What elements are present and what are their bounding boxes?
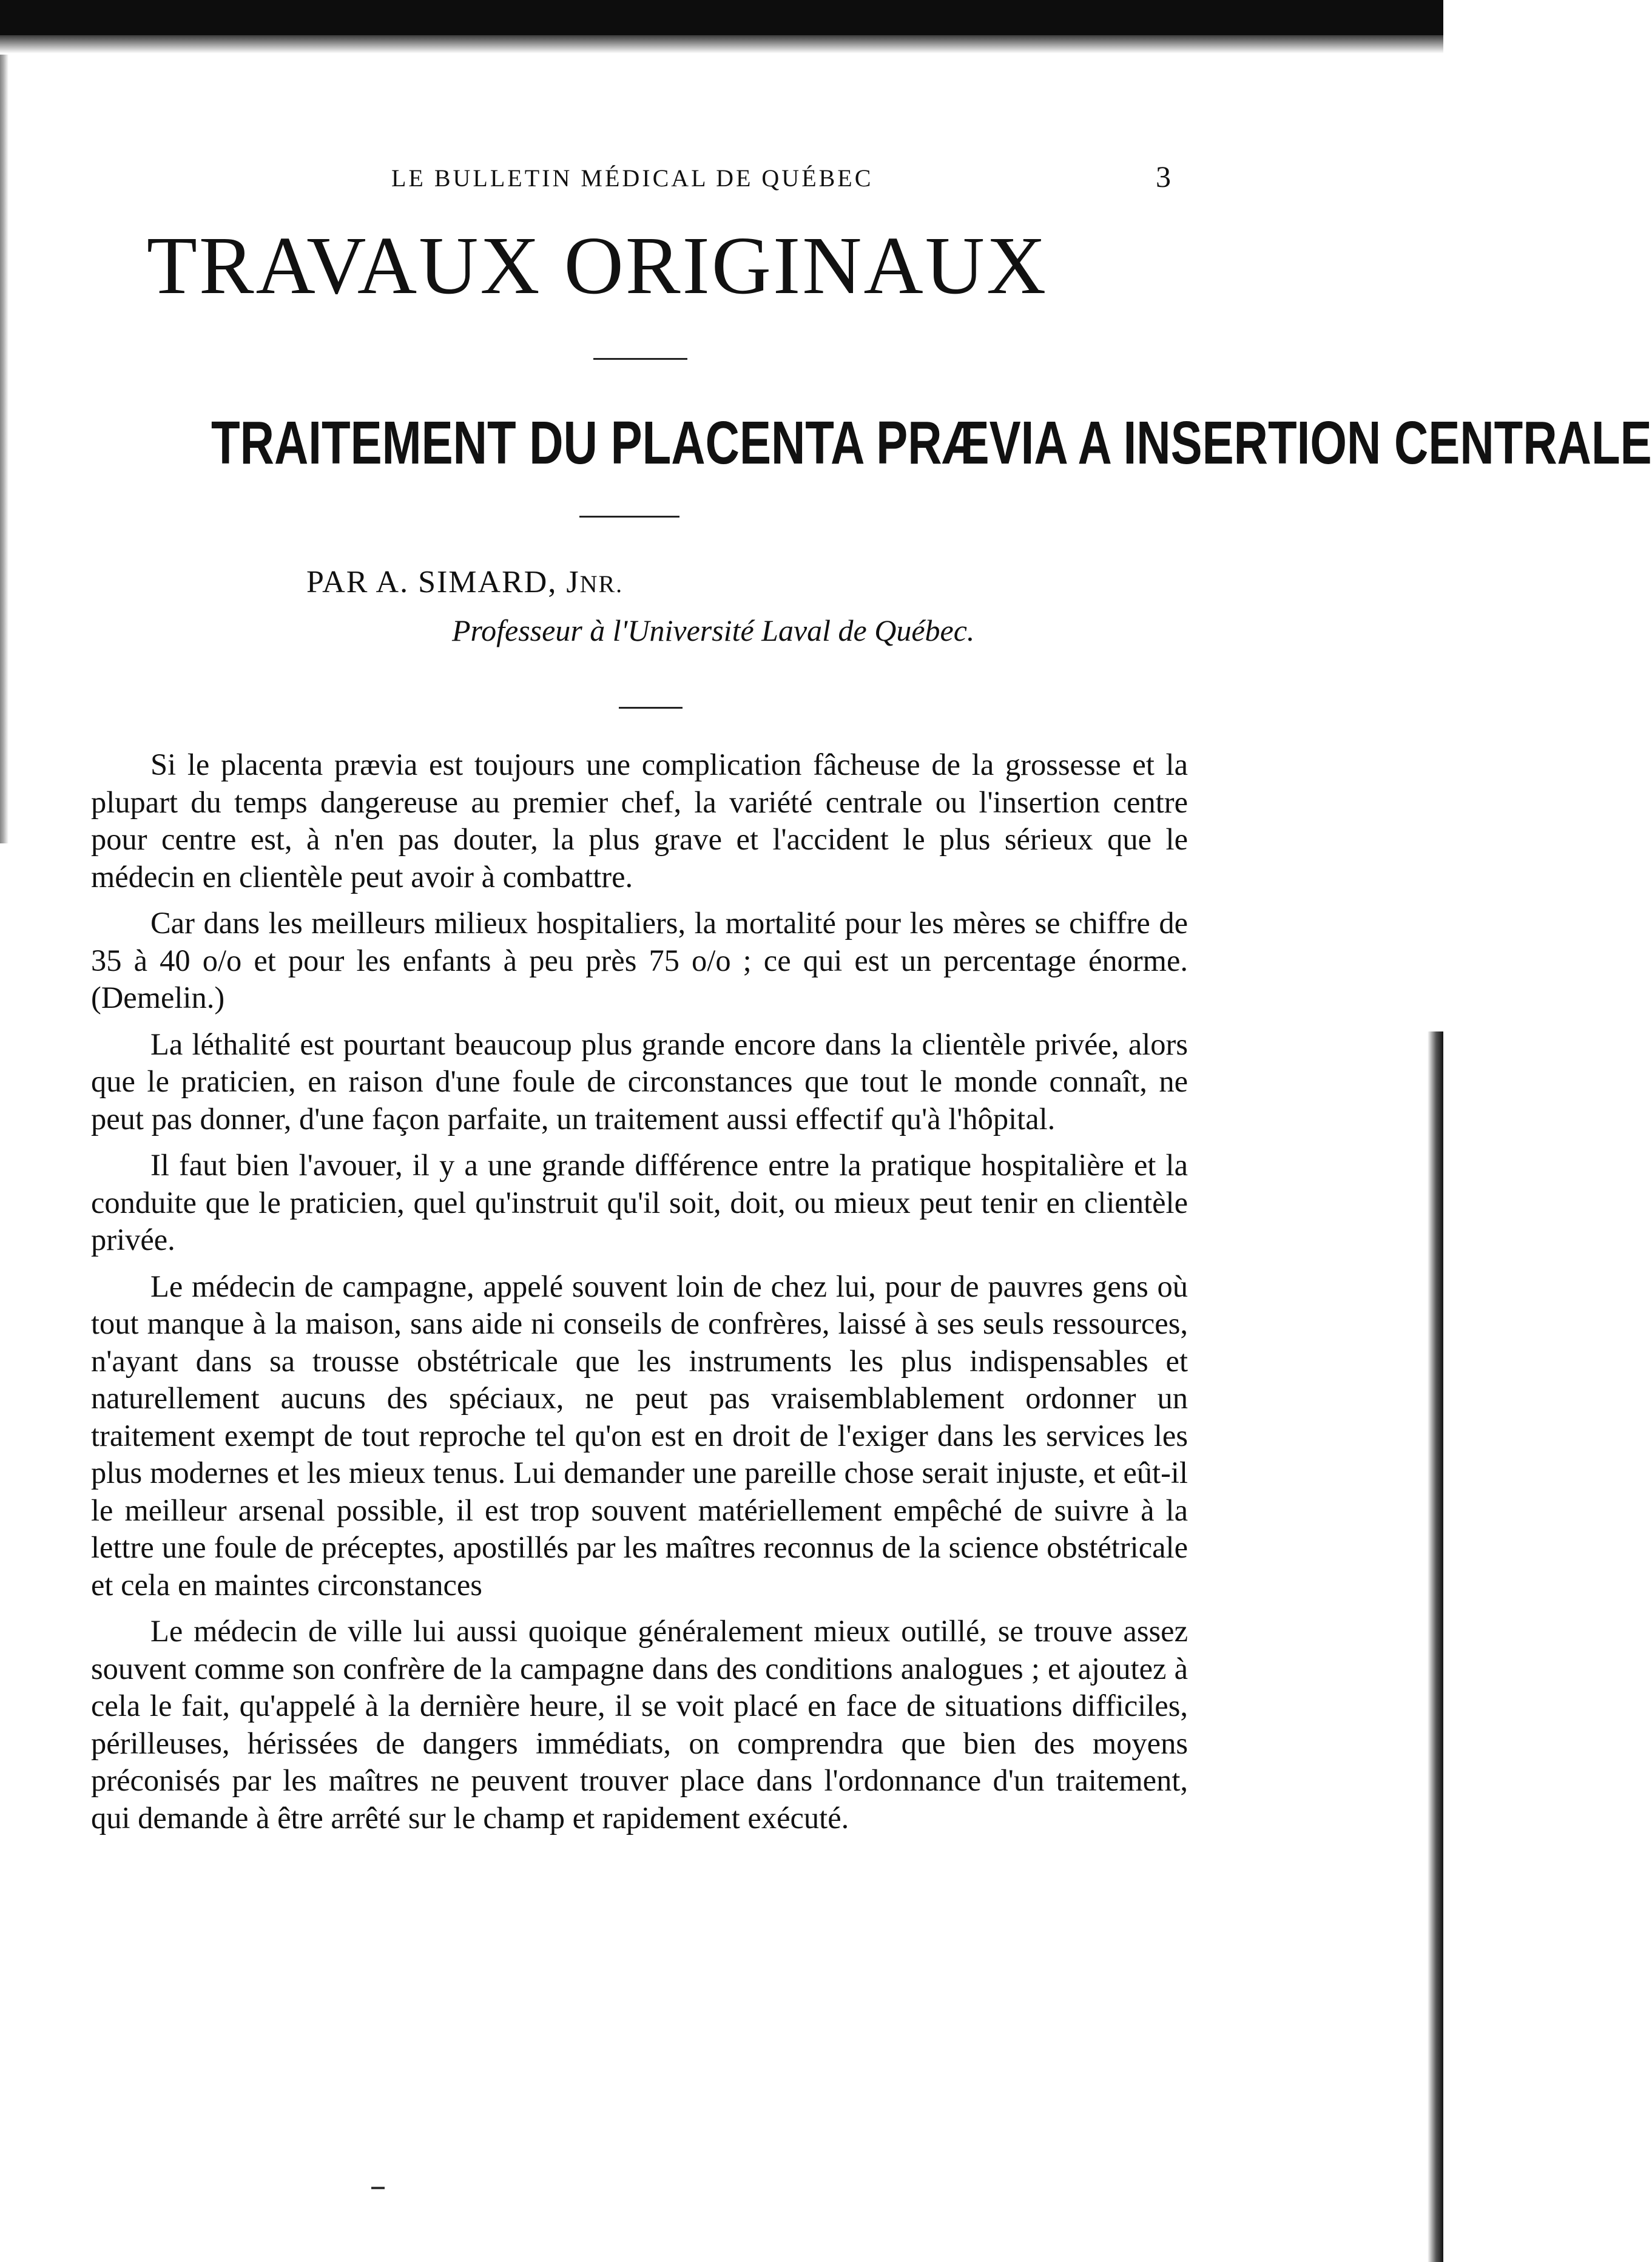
paragraph: Car dans les meilleurs milieux hospitaliers, la mortalité pour les mères se chiffre de 35 à 40 o/o et pour les enfants à peu près 75 o/o ; ce qui est un percentage énorme. (Demelin.) xyxy=(91,906,1188,1015)
divider-rule xyxy=(619,707,683,709)
page-number: 3 xyxy=(1156,160,1171,194)
scan-shadow-left xyxy=(0,55,8,843)
author-byline xyxy=(306,564,623,600)
author-suffix: NR. xyxy=(579,570,624,598)
scan-shadow-top xyxy=(0,35,1443,53)
article-title: TRAITEMENT DU PLACENTA PRÆVIA A INSERTION CENTRALE xyxy=(211,409,1652,477)
scan-border-top xyxy=(0,0,1443,35)
scan-shadow-right xyxy=(1428,1031,1443,2262)
divider-rule xyxy=(593,358,687,360)
article-body xyxy=(91,746,1188,1846)
paragraph: Le médecin de campagne, appelé souvent loin de chez lui, pour de pauvres gens où tout manque à la maison, sans aide ni conseils de confrères, laissé à ses seuls ressources, n'ayant dans sa trousse obstétricale que les instruments les plus indispensables et naturellement aucuns des spéciaux, ne peut pas vraisemblablement ordonner un traitement exempt de tout reproche tel qu'on est en droit de l'exiger dans les services les plus modernes et les mieux tenus. Lui demander une pareille chose serait injuste, et eût-il le meilleur arsenal possible, il est trop souvent matériellement empêché de suivre à la lettre une foule de préceptes, apostillés par les maîtres reconnus de la science obstétricale et cela en maintes circonstances xyxy=(91,1269,1188,1602)
author-affiliation: Professeur à l'Université Laval de Québec. xyxy=(452,613,975,647)
paragraph: La léthalité est pourtant beaucoup plus grande encore dans la clientèle privée, alors que le praticien, en raison d'une foule de circonstances que tout le monde connaît, ne peut pas donner, d'une façon parfaite, un traitement aussi effectif qu'à l'hôpital. xyxy=(91,1027,1188,1136)
stray-ink-mark xyxy=(371,2187,385,2189)
paragraph: Si le placenta prævia est toujours une complication fâcheuse de la grossesse et la plupart du temps dangereuse au premier chef, la variété centrale ou l'insertion centre pour centre est, à n'en pas douter, la plus grave et l'accident le plus sérieux que le médecin en clientèle peut avoir à combattre. xyxy=(91,748,1188,894)
divider-rule xyxy=(579,516,679,518)
section-title: TRAVAUX ORIGINAUX xyxy=(146,220,1048,311)
running-header: LE BULLETIN MÉDICAL DE QUÉBEC xyxy=(391,164,874,192)
author-name: PAR A. SIMARD, J xyxy=(306,565,580,599)
paragraph: Le médecin de ville lui aussi quoique généralement mieux outillé, se trouve assez souvent comme son confrère de la campagne dans des conditions analogues ; et ajoutez à cela le fait, qu'appelé à la dernière heure, il se voit placé en face de situations difficiles, périlleuses, hérissées de dangers immédiats, on comprendra que bien des moyens préconisés par les maîtres ne peuvent trouver place dans l'ordonnance d'un traitement, qui demande à être arrêté sur le champ et rapidement exécuté. xyxy=(91,1614,1188,1835)
paragraph: Il faut bien l'avouer, il y a une grande différence entre la pratique hospitalière et la conduite que le praticien, quel qu'instruit qu'il soit, doit, ou mieux peut tenir en clientèle privée. xyxy=(91,1148,1188,1257)
